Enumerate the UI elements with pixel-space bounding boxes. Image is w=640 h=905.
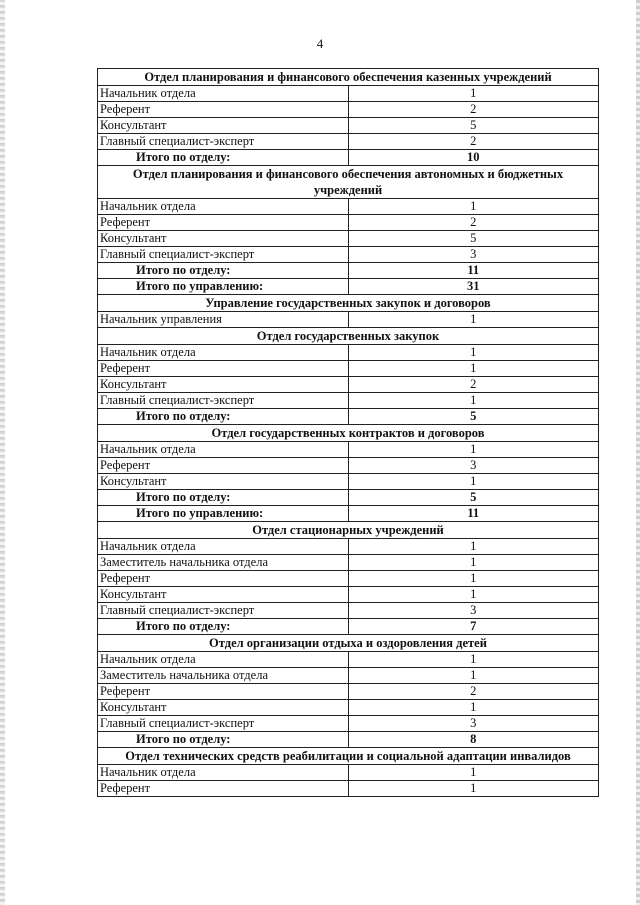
position-label: Референт <box>98 215 349 231</box>
position-row <box>98 231 599 247</box>
section-heading: Управление государственных закупок и договоров <box>98 295 599 312</box>
staffing-table-body <box>98 69 599 797</box>
position-label: Главный специалист-эксперт <box>98 603 349 619</box>
position-count: 1 <box>348 700 599 716</box>
position-count: 1 <box>348 393 599 409</box>
position-count: 5 <box>348 231 599 247</box>
position-count: 1 <box>348 199 599 215</box>
page-number: 4 <box>316 36 324 51</box>
position-count: 3 <box>348 247 599 263</box>
position-row <box>98 781 599 797</box>
total-row <box>98 506 599 522</box>
position-row <box>98 377 599 393</box>
position-row <box>98 118 599 134</box>
position-count: 1 <box>348 781 599 797</box>
position-label: Консультант <box>98 587 349 603</box>
position-label: Референт <box>98 781 349 797</box>
position-row <box>98 587 599 603</box>
position-row <box>98 345 599 361</box>
position-row <box>98 700 599 716</box>
position-count: 1 <box>348 345 599 361</box>
section-heading: Отдел технических средств реабилитации и социальной адаптации инвалидов <box>98 748 599 765</box>
position-count: 2 <box>348 684 599 700</box>
total-row <box>98 732 599 748</box>
position-row <box>98 442 599 458</box>
position-label: Консультант <box>98 474 349 490</box>
position-count: 1 <box>348 539 599 555</box>
position-count: 3 <box>348 716 599 732</box>
position-label: Консультант <box>98 377 349 393</box>
position-label: Главный специалист-эксперт <box>98 716 349 732</box>
position-label: Консультант <box>98 231 349 247</box>
section-heading: Отдел планирования и финансового обеспечения казенных учреждений <box>98 69 599 86</box>
total-value: 5 <box>348 490 599 506</box>
position-count: 2 <box>348 134 599 150</box>
position-count: 1 <box>348 765 599 781</box>
position-count: 3 <box>348 458 599 474</box>
position-label: Референт <box>98 571 349 587</box>
position-label: Главный специалист-эксперт <box>98 393 349 409</box>
position-label: Начальник отдела <box>98 765 349 781</box>
position-row <box>98 361 599 377</box>
position-label: Главный специалист-эксперт <box>98 247 349 263</box>
total-label: Итого по отделу: <box>98 263 349 279</box>
position-label: Начальник отдела <box>98 86 349 102</box>
position-count: 1 <box>348 587 599 603</box>
total-label: Итого по отделу: <box>98 409 349 425</box>
total-value: 11 <box>348 506 599 522</box>
position-count: 1 <box>348 652 599 668</box>
section-heading-row <box>98 635 599 652</box>
total-value: 7 <box>348 619 599 635</box>
position-count: 1 <box>348 571 599 587</box>
section-heading-row <box>98 295 599 312</box>
total-value: 5 <box>348 409 599 425</box>
position-label: Консультант <box>98 700 349 716</box>
position-count: 2 <box>348 215 599 231</box>
position-label: Референт <box>98 102 349 118</box>
position-label: Заместитель начальника отдела <box>98 668 349 684</box>
position-count: 1 <box>348 86 599 102</box>
section-heading: Отдел организации отдыха и оздоровления детей <box>98 635 599 652</box>
total-row <box>98 409 599 425</box>
position-row <box>98 603 599 619</box>
position-label: Начальник отдела <box>98 199 349 215</box>
total-label: Итого по отделу: <box>98 732 349 748</box>
position-label: Консультант <box>98 118 349 134</box>
position-row <box>98 539 599 555</box>
section-heading-row <box>98 425 599 442</box>
total-label: Итого по отделу: <box>98 490 349 506</box>
section-heading-row <box>98 748 599 765</box>
position-count: 1 <box>348 474 599 490</box>
total-value: 8 <box>348 732 599 748</box>
total-label: Итого по управлению: <box>98 506 349 522</box>
position-row <box>98 474 599 490</box>
total-value: 10 <box>348 150 599 166</box>
position-count: 1 <box>348 668 599 684</box>
position-row <box>98 393 599 409</box>
section-heading-row <box>98 328 599 345</box>
position-label: Референт <box>98 458 349 474</box>
section-heading-row <box>98 69 599 86</box>
position-row <box>98 134 599 150</box>
position-label: Заместитель начальника отдела <box>98 555 349 571</box>
total-label: Итого по управлению: <box>98 279 349 295</box>
total-row <box>98 150 599 166</box>
total-row <box>98 619 599 635</box>
position-row <box>98 458 599 474</box>
position-row <box>98 215 599 231</box>
position-count: 1 <box>348 555 599 571</box>
total-label: Итого по отделу: <box>98 150 349 166</box>
position-count: 2 <box>348 102 599 118</box>
position-row <box>98 652 599 668</box>
position-row <box>98 555 599 571</box>
section-heading: Отдел планирования и финансового обеспечения автономных и бюджетных учреждений <box>98 166 599 199</box>
position-row <box>98 668 599 684</box>
position-label: Начальник отдела <box>98 539 349 555</box>
total-row <box>98 490 599 506</box>
position-label: Начальник управления <box>98 312 349 328</box>
section-heading: Отдел стационарных учреждений <box>98 522 599 539</box>
position-row <box>98 716 599 732</box>
position-row <box>98 247 599 263</box>
position-row <box>98 102 599 118</box>
section-heading-row <box>98 166 599 199</box>
position-row <box>98 312 599 328</box>
total-value: 31 <box>348 279 599 295</box>
scan-edge-left <box>0 0 5 905</box>
position-row <box>98 765 599 781</box>
position-count: 1 <box>348 312 599 328</box>
section-heading: Отдел государственных контрактов и договоров <box>98 425 599 442</box>
position-count: 1 <box>348 442 599 458</box>
position-count: 2 <box>348 377 599 393</box>
total-label: Итого по отделу: <box>98 619 349 635</box>
scan-edge-right <box>636 0 640 905</box>
position-row <box>98 571 599 587</box>
total-row <box>98 279 599 295</box>
position-label: Начальник отдела <box>98 345 349 361</box>
position-label: Начальник отдела <box>98 652 349 668</box>
position-row <box>98 199 599 215</box>
total-value: 11 <box>348 263 599 279</box>
position-row <box>98 86 599 102</box>
total-row <box>98 263 599 279</box>
position-label: Референт <box>98 361 349 377</box>
position-label: Начальник отдела <box>98 442 349 458</box>
position-count: 5 <box>348 118 599 134</box>
position-count: 3 <box>348 603 599 619</box>
position-label: Референт <box>98 684 349 700</box>
position-row <box>98 684 599 700</box>
section-heading: Отдел государственных закупок <box>98 328 599 345</box>
staffing-table <box>97 68 599 797</box>
position-label: Главный специалист-эксперт <box>98 134 349 150</box>
section-heading-row <box>98 522 599 539</box>
position-count: 1 <box>348 361 599 377</box>
